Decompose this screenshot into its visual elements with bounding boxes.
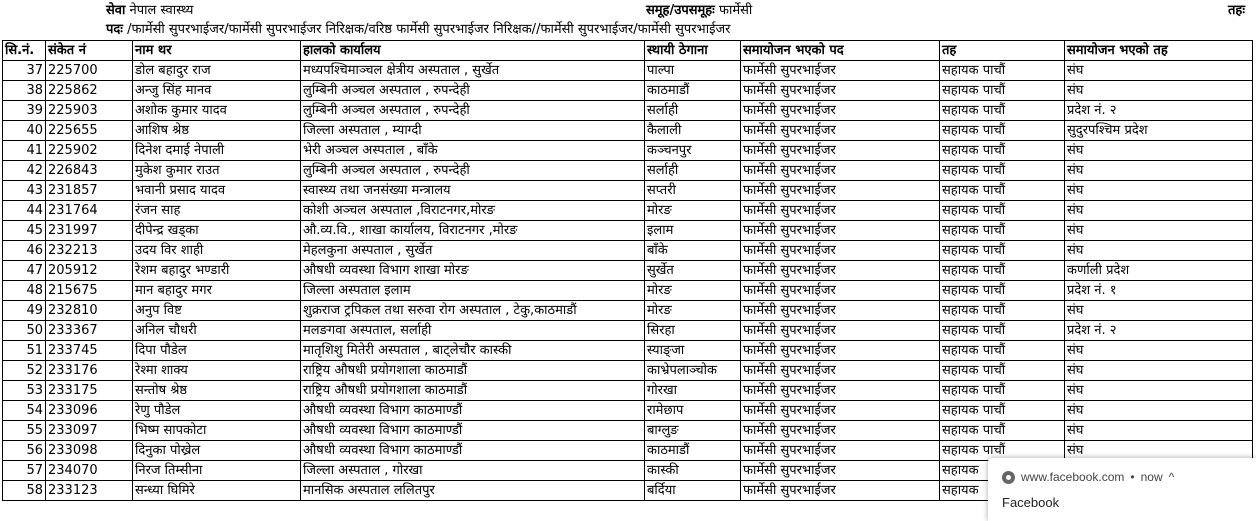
table-cell: 43	[3, 181, 46, 201]
table-cell: 58	[3, 481, 46, 501]
table-cell: दिनेश दमाई नेपाली	[133, 141, 301, 161]
table-cell: बाँके	[645, 241, 741, 261]
table-cell: सहायक पाचौं	[940, 401, 1065, 421]
table-row	[3, 61, 1253, 81]
table-cell: शुक्रराज ट्रपिकल तथा सरुवा रोग अस्पताल , टेकु,काठमाडौं	[301, 301, 645, 321]
table-cell: फार्मेसी सुपरभाईजर	[741, 401, 940, 421]
table-cell: 225902	[46, 141, 133, 161]
table-cell: सहायक पाचौं	[940, 301, 1065, 321]
table-cell: संघ	[1065, 201, 1253, 221]
table-cell: सहायक पाचौं	[940, 261, 1065, 281]
column-header: सि.नं.	[3, 41, 46, 61]
table-cell: संघ	[1065, 301, 1253, 321]
table-cell: पाल्पा	[645, 61, 741, 81]
table-row	[3, 241, 1253, 261]
table-cell: सहायक पाचौं	[940, 161, 1065, 181]
chrome-icon	[1002, 471, 1015, 484]
table-cell: 49	[3, 301, 46, 321]
table-cell: 233176	[46, 361, 133, 381]
table-cell: फार्मेसी सुपरभाईजर	[741, 441, 940, 461]
table-row	[3, 221, 1253, 241]
table-cell: 231997	[46, 221, 133, 241]
table-cell: फार्मेसी सुपरभाईजर	[741, 381, 940, 401]
table-row	[3, 141, 1253, 161]
table-cell: 233123	[46, 481, 133, 501]
notification-title: Facebook	[1002, 495, 1060, 510]
table-cell: फार्मेसी सुपरभाईजर	[741, 241, 940, 261]
notification-source: www.facebook.com	[1021, 470, 1125, 484]
table-cell: भवानी प्रसाद यादव	[133, 181, 301, 201]
table-cell: सहायक पाचौं	[940, 141, 1065, 161]
table-cell: 233175	[46, 381, 133, 401]
taha-label: तहः	[1228, 3, 1245, 18]
table-cell: उदय विर शाही	[133, 241, 301, 261]
table-cell: फार्मेसी सुपरभाईजर	[741, 121, 940, 141]
table-cell: 225700	[46, 61, 133, 81]
table-cell: 233745	[46, 341, 133, 361]
table-cell: संघ	[1065, 401, 1253, 421]
table-cell: इलाम	[645, 221, 741, 241]
seva-label: सेवा	[106, 3, 126, 18]
table-cell: सहायक पाचौं	[940, 121, 1065, 141]
table-cell: सहायक पाचौं	[940, 81, 1065, 101]
table-row	[3, 421, 1253, 441]
table-cell: मोरङ	[645, 281, 741, 301]
pad-header	[106, 21, 730, 38]
notification-separator: •	[1130, 470, 1135, 484]
table-cell: लुम्बिनी अञ्चल अस्पताल , रुपन्देही	[301, 101, 645, 121]
table-cell: सहायक पाचौं	[940, 181, 1065, 201]
table-cell: संघ	[1065, 381, 1253, 401]
table-cell: 225903	[46, 101, 133, 121]
table-cell: रेणु पौडेल	[133, 401, 301, 421]
table-cell: सहायक पाचौं	[940, 361, 1065, 381]
table-cell: मोरङ	[645, 301, 741, 321]
table-cell: औषधी व्यवस्था विभाग शाखा मोरङ	[301, 261, 645, 281]
table-cell: फार्मेसी सुपरभाईजर	[741, 181, 940, 201]
table-row	[3, 341, 1253, 361]
table-cell: 55	[3, 421, 46, 441]
table-cell: सहायक पाचौं	[940, 201, 1065, 221]
table-cell: सहायक पाचौं	[940, 241, 1065, 261]
table-cell: दीपेन्द्र खड्का	[133, 221, 301, 241]
table-cell: रेशम बहादुर भण्डारी	[133, 261, 301, 281]
table-cell: राष्ट्रिय औषधी प्रयोगशाला काठमाडौं	[301, 381, 645, 401]
table-cell: फार्मेसी सुपरभाईजर	[741, 481, 940, 501]
table-cell: सहायक पाचौं	[940, 421, 1065, 441]
table-row	[3, 381, 1253, 401]
table-cell: अनुप विष्ट	[133, 301, 301, 321]
table-cell: सहायक पाचौं	[940, 441, 1065, 461]
table-cell: निरज तिम्सीना	[133, 461, 301, 481]
table-cell: राष्ट्रिय औषधी प्रयोगशाला काठमाडौं	[301, 361, 645, 381]
table-cell: सिरहा	[645, 321, 741, 341]
table-cell: सहायक पाचौं	[940, 61, 1065, 81]
table-cell: अन्जु सिंह मानव	[133, 81, 301, 101]
table-cell: 233096	[46, 401, 133, 421]
table-cell: 39	[3, 101, 46, 121]
table-cell: 38	[3, 81, 46, 101]
table-row	[3, 401, 1253, 421]
table-cell: काठमाडौं	[645, 441, 741, 461]
table-cell: मान बहादुर मगर	[133, 281, 301, 301]
table-row	[3, 361, 1253, 381]
table-cell: अनिल चौधरी	[133, 321, 301, 341]
pad-label: पदः	[106, 22, 123, 37]
table-cell: कोशी अञ्चल अस्पताल ,विराटनगर,मोरङ	[301, 201, 645, 221]
table-cell: मलङगवा अस्पताल, सर्लाही	[301, 321, 645, 341]
samuha-header	[646, 2, 752, 19]
column-header: तह	[940, 41, 1065, 61]
table-cell: सहायक पाचौं	[940, 341, 1065, 361]
table-cell: दिपा पौडेल	[133, 341, 301, 361]
table-cell: औषधी व्यवस्था विभाग काठमाण्डौं	[301, 421, 645, 441]
table-cell: 46	[3, 241, 46, 261]
table-cell: फार्मेसी सुपरभाईजर	[741, 321, 940, 341]
table-cell: 233097	[46, 421, 133, 441]
table-cell: गोरखा	[645, 381, 741, 401]
table-cell: डोल बहादुर राज	[133, 61, 301, 81]
table-cell: जिल्ला अस्पताल , म्याग्दी	[301, 121, 645, 141]
table-cell: 48	[3, 281, 46, 301]
table-cell: आशिष श्रेष्ठ	[133, 121, 301, 141]
table-cell: सहायक पाचौं	[940, 101, 1065, 121]
samuha-value: फार्मेसी	[718, 3, 753, 18]
table-cell: सहायक पाचौं	[940, 381, 1065, 401]
table-row	[3, 81, 1253, 101]
table-cell: सुर्खेत	[645, 261, 741, 281]
table-cell: 225655	[46, 121, 133, 141]
table-cell: संघ	[1065, 361, 1253, 381]
table-cell: कञ्चनपुर	[645, 141, 741, 161]
table-row	[3, 301, 1253, 321]
table-cell: 232810	[46, 301, 133, 321]
table-cell: 40	[3, 121, 46, 141]
table-cell: संघ	[1065, 81, 1253, 101]
table-cell: सहायक पाचौं	[940, 281, 1065, 301]
table-cell: संघ	[1065, 61, 1253, 81]
table-cell: 52	[3, 361, 46, 381]
table-cell: बाग्लुङ	[645, 421, 741, 441]
table-cell: दिनुका पोख्रेल	[133, 441, 301, 461]
table-cell: मुकेश कुमार राउत	[133, 161, 301, 181]
table-cell: 47	[3, 261, 46, 281]
table-cell: फार्मेसी सुपरभाईजर	[741, 461, 940, 481]
table-cell: 42	[3, 161, 46, 181]
table-cell: लुम्बिनी अञ्चल अस्पताल , रुपन्देही	[301, 161, 645, 181]
table-cell: 225862	[46, 81, 133, 101]
table-cell: संघ	[1065, 181, 1253, 201]
table-cell: संघ	[1065, 441, 1253, 461]
table-cell: प्रदेश नं. २	[1065, 101, 1253, 121]
column-header: स्थायी ठेगाना	[645, 41, 741, 61]
table-cell: मेहलकुना अस्पताल , सुर्खेत	[301, 241, 645, 261]
table-cell: फार्मेसी सुपरभाईजर	[741, 261, 940, 281]
seva-header	[106, 2, 193, 19]
table-cell: भेरी अञ्चल अस्पताल , बाँके	[301, 141, 645, 161]
table-cell: 205912	[46, 261, 133, 281]
table-cell: फार्मेसी सुपरभाईजर	[741, 281, 940, 301]
table-cell: सहायक	[940, 461, 1065, 481]
notification-time: now	[1140, 470, 1163, 484]
table-cell: 56	[3, 441, 46, 461]
browser-notification[interactable]	[988, 458, 1256, 521]
table-cell: 50	[3, 321, 46, 341]
table-cell: 233367	[46, 321, 133, 341]
table-cell: 57	[3, 461, 46, 481]
table-cell: स्याङ्जा	[645, 341, 741, 361]
table-cell: 44	[3, 201, 46, 221]
table-cell: फार्मेसी सुपरभाईजर	[741, 61, 940, 81]
table-cell: सर्लाही	[645, 101, 741, 121]
table-cell: सप्तरी	[645, 181, 741, 201]
table-cell: काठमाडौं	[645, 81, 741, 101]
table-cell: औषधी व्यवस्था विभाग काठमाण्डौं	[301, 441, 645, 461]
table-row	[3, 201, 1253, 221]
table-cell: प्रदेश नं. १	[1065, 281, 1253, 301]
table-cell: मोरङ	[645, 201, 741, 221]
table-cell: प्रदेश नं. २	[1065, 321, 1253, 341]
table-cell: फार्मेसी सुपरभाईजर	[741, 361, 940, 381]
employee-table	[2, 40, 1253, 501]
table-cell: 215675	[46, 281, 133, 301]
table-cell: 37	[3, 61, 46, 81]
table-cell: रेश्मा शाक्य	[133, 361, 301, 381]
table-cell: फार्मेसी सुपरभाईजर	[741, 101, 940, 121]
table-cell: 232213	[46, 241, 133, 261]
table-cell: जिल्ला अस्पताल इलाम	[301, 281, 645, 301]
table-cell: रंजन साह	[133, 201, 301, 221]
table-cell: सहायक पाचौं	[940, 321, 1065, 341]
table-cell: संघ	[1065, 341, 1253, 361]
samuha-label: समूह/उपसमूहः	[646, 3, 715, 18]
notification-header	[1002, 470, 1174, 484]
table-cell: फार्मेसी सुपरभाईजर	[741, 341, 940, 361]
table-cell: संघ	[1065, 421, 1253, 441]
table-cell: सन्तोष श्रेष्ठ	[133, 381, 301, 401]
table-cell: 231857	[46, 181, 133, 201]
table-row	[3, 281, 1253, 301]
column-header: संकेत नं	[46, 41, 133, 61]
table-cell: औषधी व्यवस्था विभाग काठमाण्डौं	[301, 401, 645, 421]
table-cell: 234070	[46, 461, 133, 481]
table-cell: मध्यपश्चिमाञ्चल क्षेत्रीय अस्पताल , सुर्खेत	[301, 61, 645, 81]
table-cell: 41	[3, 141, 46, 161]
table-cell: काभ्रेपलाञ्चोक	[645, 361, 741, 381]
table-row	[3, 321, 1253, 341]
table-cell: फार्मेसी सुपरभाईजर	[741, 421, 940, 441]
table-cell: औ.व्य.वि., शाखा कार्यालय, विराटनगर ,मोरङ	[301, 221, 645, 241]
table-cell: संघ	[1065, 161, 1253, 181]
table-cell: लुम्बिनी अञ्चल अस्पताल , रुपन्देही	[301, 81, 645, 101]
table-cell: सन्ध्या घिमिरे	[133, 481, 301, 501]
table-cell: रामेछाप	[645, 401, 741, 421]
chevron-up-icon[interactable]: ^	[1168, 470, 1175, 484]
table-cell: फार्मेसी सुपरभाईजर	[741, 81, 940, 101]
table-cell: 51	[3, 341, 46, 361]
column-header: नाम थर	[133, 41, 301, 61]
table-cell: कैलाली	[645, 121, 741, 141]
taha-header	[1228, 2, 1245, 19]
table-cell: 226843	[46, 161, 133, 181]
table-cell: सर्लाही	[645, 161, 741, 181]
table-cell: मानसिक अस्पताल ललितपुर	[301, 481, 645, 501]
table-row	[3, 181, 1253, 201]
table-cell: मातृशिशु मितेरी अस्पताल , बाट्लेचौर कास्की	[301, 341, 645, 361]
pad-value: /फार्मेसी सुपरभाईजर/फार्मेसी सुपरभाईजर निरिक्षक/वरिष्ठ फार्मेसी सुपरभाईजर निरिक्षक//फार्मेसी सुपरभाईजर/फार्मेसी सुपरभाईजर	[127, 22, 731, 37]
table-row	[3, 101, 1253, 121]
table-cell: फार्मेसी सुपरभाईजर	[741, 161, 940, 181]
table-cell: कर्णाली प्रदेश	[1065, 261, 1253, 281]
table-row	[3, 261, 1253, 281]
table-cell: कास्की	[645, 461, 741, 481]
table-cell: 53	[3, 381, 46, 401]
table-cell: 45	[3, 221, 46, 241]
table-cell: जिल्ला अस्पताल , गोरखा	[301, 461, 645, 481]
table-cell: भिष्म सापकोटा	[133, 421, 301, 441]
column-header: हालको कार्यालय	[301, 41, 645, 61]
table-cell: 54	[3, 401, 46, 421]
table-cell: 233098	[46, 441, 133, 461]
column-header: समायोजन भएको पद	[741, 41, 940, 61]
table-cell: बर्दिया	[645, 481, 741, 501]
table-row	[3, 121, 1253, 141]
table-cell: फार्मेसी सुपरभाईजर	[741, 301, 940, 321]
table-cell: संघ	[1065, 221, 1253, 241]
table-cell: फार्मेसी सुपरभाईजर	[741, 201, 940, 221]
table-cell: फार्मेसी सुपरभाईजर	[741, 141, 940, 161]
table-cell: सुदुरपश्चिम प्रदेश	[1065, 121, 1253, 141]
table-cell: संघ	[1065, 141, 1253, 161]
table-cell: स्वास्थ्य तथा जनसंख्या मन्त्रालय	[301, 181, 645, 201]
column-header: समायोजन भएको तह	[1065, 41, 1253, 61]
table-cell: सहायक पाचौं	[940, 221, 1065, 241]
table-body	[3, 61, 1253, 501]
table-cell: सहायक	[940, 481, 1065, 501]
table-header-row	[3, 41, 1253, 61]
table-row	[3, 161, 1253, 181]
table-cell: 231764	[46, 201, 133, 221]
table-cell: संघ	[1065, 241, 1253, 261]
table-cell: फार्मेसी सुपरभाईजर	[741, 221, 940, 241]
seva-value: नेपाल स्वास्थ्य	[129, 3, 194, 18]
table-cell: अशोक कुमार यादव	[133, 101, 301, 121]
